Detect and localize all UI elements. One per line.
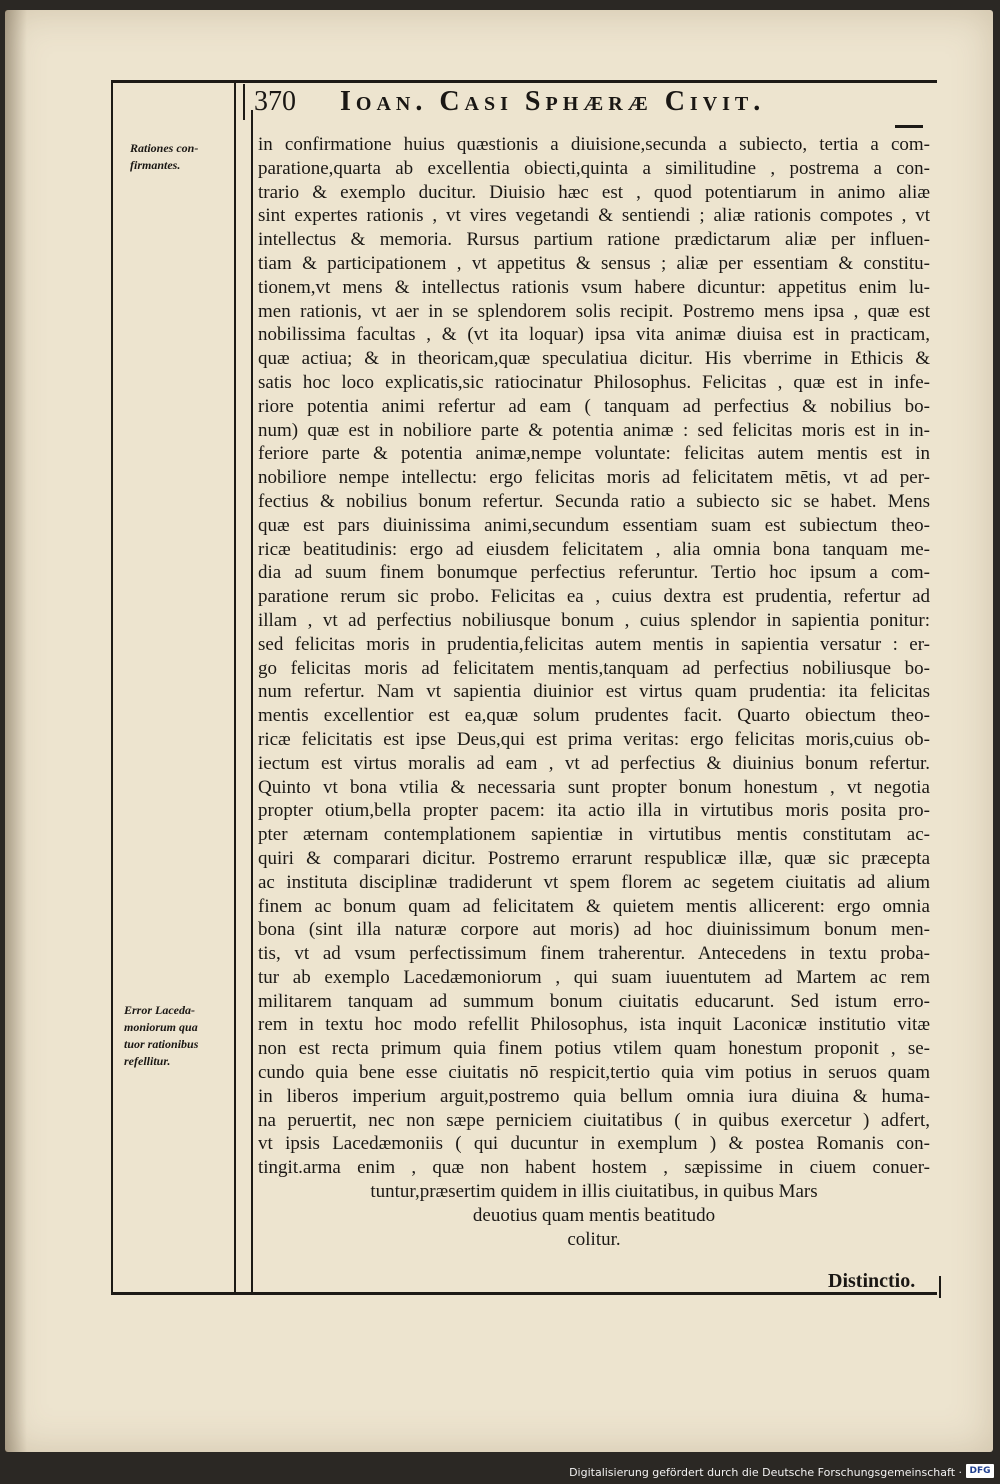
running-title: Ioan. Casi Sphæræ Civit. (340, 86, 766, 117)
head-rule (895, 125, 923, 128)
text-line: fectius & nobilius bonum refertur. Secunda ratio a subiecto sic se habet. Mens (258, 490, 930, 512)
text-line: finem ac bonum quam ad felicitatem & quietem mentis allicerent: ergo omnia (258, 895, 930, 917)
text-line: quiri & comparari dicitur. Postremo errarunt respublicæ illæ, quæ sic præcepta (258, 847, 930, 869)
marginal-note-error: Error Laceda- moniorum qua tuor rationibus refellitur. (124, 1003, 199, 1068)
text-line: tiam & participationem , vt appetitus & sensus ; aliæ per essentiam & constitu- (258, 252, 930, 274)
page-number: 370 (254, 86, 296, 117)
text-line: deuotius quam mentis beatitudo (472, 1204, 716, 1226)
text-line: tis, vt ad vsum perfectissimum finem traherentur. Antecedens in textu proba- (258, 943, 930, 965)
text-line: nobiliore nempe intellectu: ergo felicitas moris ad felicitatem mētis, vt ad per- (258, 467, 930, 489)
margin-column-rule-left (234, 80, 236, 1295)
text-line: militarem tanquam ad summum bonum ciuitatis educarunt. Sed istum erro- (258, 990, 930, 1012)
text-line: intellectus & memoria. Rursus partium ratione prædictarum aliæ per influen- (258, 229, 930, 251)
text-line: iectum est virtus moralis ad eam , vt ad perfectius & diuinius bonum refertur. (258, 752, 930, 774)
text-line: dia ad suum finem bonumque perfectius referuntur. Tertio hoc ipsum a com- (258, 562, 930, 584)
running-head (240, 84, 940, 126)
text-line: rem in textu hoc modo refellit Philosophus, ista inquit Laconicæ institutio vitæ (258, 1014, 930, 1036)
text-line: ricæ beatitudinis: ergo ad eiusdem felicitatem , alia omnia bona tanquam me- (258, 538, 930, 560)
text-line: propter otium,bella propter pacem: ita actio illa in virtutibus moris posita pro- (258, 800, 930, 822)
text-line: na peruertit, nec non sæpe perniciem ciuitatibus ( in quibus exercetur ) adfert, (258, 1109, 930, 1131)
body-text (258, 133, 930, 1251)
text-line: quæ est pars diuinissima animi,secundum essentiam suam est subiectum theo- (258, 514, 930, 536)
text-line: num refertur. Nam vt sapientia diuinior est virtus quam prudentia: ita felicitas (258, 681, 930, 703)
text-line: riore potentia animi refertur ad eam ( tanquam ad perfectius & nobilius bo- (258, 395, 930, 417)
text-line: tur ab exemplo Lacedæmoniorum , qui suam iuuentutem ad Martem ac rem (258, 966, 930, 988)
binding-shadow (5, 10, 27, 1452)
text-line: sint expertes rationis , vt vires vegetandi & sentiendi ; aliæ rationis compotes , vt (258, 205, 930, 227)
text-line: pter æternam contemplationem sapientiæ in virtutibus mentis constitutam ac- (258, 824, 930, 846)
text-line: paratione rerum sic probo. Felicitas ea , cuius dextra est prudentia, refertur ad (258, 586, 930, 608)
text-line: in confirmatione huius quæstionis a diuisione,secunda a subiecto, tertia a com- (258, 134, 930, 155)
text-line: Quinto vt bona vtilia & necessaria sunt propter bonum honestum , vt negotia (258, 776, 930, 798)
text-line: mentis excellentior est ea,quæ solum prudentes facit. Quarto obiectum theo- (258, 705, 930, 727)
text-line: go felicitas moris ad felicitatem mentis,tanquam ad perfectius nobiliusque bo- (258, 657, 930, 679)
text-line: men rationis, vt aer in se splendorem solis recipit. Postremo mens ipsa , quæ est (258, 300, 930, 322)
text-line: tionem,vt mens & intellectus rationis vsum habere dicuntur: appetitus enim lu- (258, 276, 930, 298)
catchword: Distinctio. (828, 1270, 916, 1292)
text-line: trario & exemplo ducitur. Diuisio hæc est , quod potentiarum in animo aliæ (258, 181, 930, 203)
text-line: cundo quia bene esse ciuitatis nō respicit,tertio quia vim potius in seruos quam (258, 1062, 930, 1084)
text-line: feriore parte & potentia animæ,nempe voluntate: felicitas autem mentis est in (258, 443, 930, 465)
text-line: nobilissima facultas , & (vt ita loquar) ipsa vita animæ diuisa est in practicam, (258, 324, 930, 346)
text-line: ricæ felicitatis est ipse Deus,qui est prima veritas: ergo felicitas moris,cuius ob- (258, 728, 930, 750)
text-line: satis hoc loco explicatis,sic ratiocinatur Philosophus. Felicitas , quæ est in infe- (258, 371, 930, 393)
text-line: vt ipsis Lacedæmoniis ( qui ducuntur in exemplum ) & postea Romanis con- (258, 1133, 930, 1155)
text-line: ac instituta disciplinæ tradiderunt vt spem florem ac segetem ciuitatis ad alium (258, 871, 930, 893)
text-line: non est recta primum quia finem potius vtilem quam honestum proponit , se- (258, 1038, 930, 1060)
marginal-note-rationes: Rationes con- firmantes. (130, 141, 199, 172)
text-line: tuntur,præsertim quidem in illis ciuitatibus, in quibus Mars (370, 1181, 818, 1203)
text-line: illam , vt ad perfectius nobiliusque bonum , cuius splendor in sapientia ponitur: (258, 609, 930, 631)
text-line: quæ actiua; & in theoricam,quæ speculatiua dicitur. His vberrime in Ethicis & (258, 348, 930, 370)
text-line: in liberos imperium arguit,postremo quia bellum omnia iura diuina & huma- (258, 1085, 930, 1107)
text-line: bona (sint illa naturæ corpore aut moris) ad hoc diuinissimum bonum men- (258, 919, 930, 941)
margin-column-rule-right (251, 110, 253, 1295)
text-line: tingit.arma enim , quæ non habent hostem , sæpissime in ciuem conuer- (258, 1157, 930, 1179)
text-line: sed felicitas moris in prudentia,felicitas autem mentis in sapientia versatur : er- (258, 633, 930, 655)
text-line: num) quæ est in nobiliore parte & potentia animæ : sed felicitas moris est in in- (258, 419, 930, 441)
text-line: paratione,quarta ab excellentia obiecti,quinta a similitudine , postrema a con- (258, 157, 930, 179)
digitization-credit: Digitalisierung gefördert durch die Deutsche Forschungsgemeinschaft · (569, 1466, 962, 1479)
dfg-logo: DFG (966, 1464, 994, 1478)
catchword-tick (939, 1276, 941, 1298)
text-line: colitur. (567, 1228, 621, 1250)
outer-margin-rule (111, 80, 113, 1295)
